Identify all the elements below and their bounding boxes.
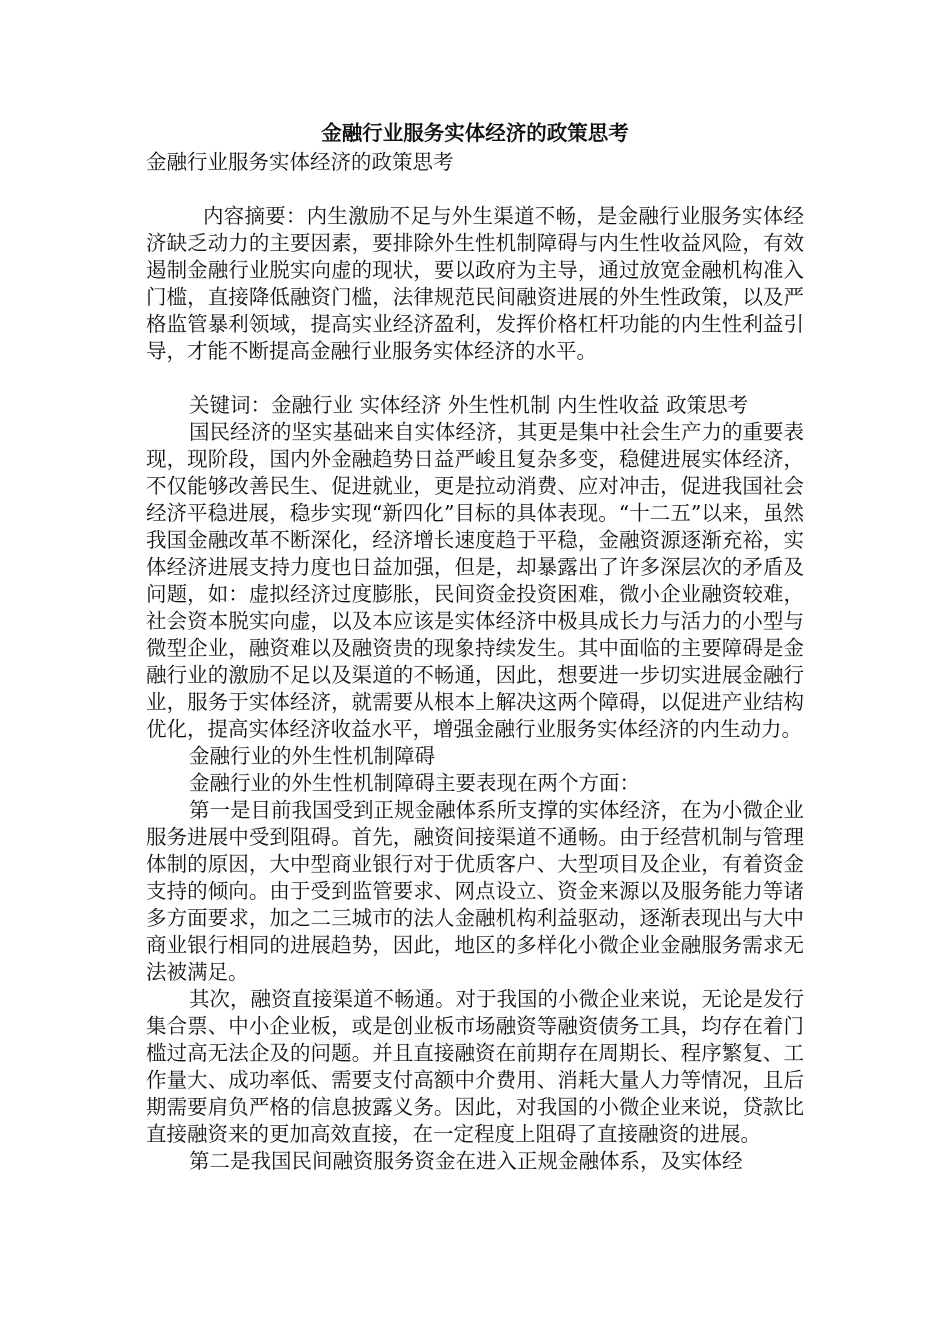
keywords-paragraph: 关键词：金融行业 实体经济 外生性机制 内生性收益 政策思考 bbox=[189, 393, 749, 417]
body-paragraph: 国民经济的坚实基础来自实体经济，其更是集中社会生产力的重要表现，现阶段，国内外金融趋势日益严峻且复杂多变，稳健进展实体经济，不仅能够改善民生、促进就业，更是拉动消费、应对冲击，促进我国社会经济平稳进展，稳步实现“新四化”目标的具体表现。“十二五”以来，虽然我国金融改革不断深化，经济增长速度趋于平稳，金融资源逐渐充裕，实体经济进展支持力度也日益加强，但是，却暴露出了许多深层次的矛盾及问题，如：虚拟经济过度膨胀，民间资金投资困难，微小企业融资较难，社会资本脱实向虚，以及本应该是实体经济中极具成长力与活力的小型与微型企业，融资难以及融资贵的现象持续发生。其中面临的主要障碍是金融行业的激励不足以及渠道的不畅通，因此，想要进一步切实进展金融行业，服务于实体经济，就需要从根本上解决这两个障碍，以促进产业结构优化，提高实体经济收益水平，增强金融行业服务实体经济的内生动力。 bbox=[146, 420, 804, 741]
document-title: 金融行业服务实体经济的政策思考 bbox=[321, 121, 629, 145]
section-heading: 金融行业的外生性机制障碍 bbox=[189, 744, 435, 768]
document-page bbox=[146, 118, 804, 1175]
body-paragraph: 金融行业的外生性机制障碍主要表现在两个方面： bbox=[189, 771, 640, 795]
body-paragraph: 其次，融资直接渠道不畅通。对于我国的小微企业来说，无论是发行集合票、中小企业板，或是创业板市场融资等融资债务工具，均存在着门槛过高无法企及的问题。并且直接融资在前期存在周期长、程序繁复、工作量大、成功率低、需要支付高额中介费用、消耗大量人力等情况，且后期需要肩负严格的信息披露义务。因此，对我国的小微企业来说，贷款比直接融资来的更加高效直接，在一定程度上阻碍了直接融资的进展。 bbox=[146, 987, 804, 1146]
body-paragraph: 第一是目前我国受到正规金融体系所支撑的实体经济，在为小微企业服务进展中受到阻碍。首先，融资间接渠道不通畅。由于经营机制与管理体制的原因，大中型商业银行对于优质客户、大型项目及企业，有着资金支持的倾向。由于受到监管要求、网点设立、资金来源以及服务能力等诸多方面要求，加之二三城市的法人金融机构利益驱动，逐渐表现出与大中商业银行相同的进展趋势，因此，地区的多样化小微企业金融服务需求无法被满足。 bbox=[146, 798, 804, 984]
abstract-paragraph: 内容摘要：内生激励不足与外生渠道不畅，是金融行业服务实体经济缺乏动力的主要因素，要排除外生性机制障碍与内生性收益风险，有效遏制金融行业脱实向虚的现状，要以政府为主导，通过放宽金融机构准入门槛，直接降低融资门槛，法律规范民间融资进展的外生性政策，以及严格监管暴利领域，提高实业经济盈利，发挥价格杠杆功能的内生性利益引导，才能不断提高金融行业服务实体经济的水平。 bbox=[146, 204, 804, 363]
body-paragraph: 第二是我国民间融资服务资金在进入正规金融体系，及实体经 bbox=[189, 1149, 743, 1173]
document-subtitle: 金融行业服务实体经济的政策思考 bbox=[146, 150, 454, 174]
